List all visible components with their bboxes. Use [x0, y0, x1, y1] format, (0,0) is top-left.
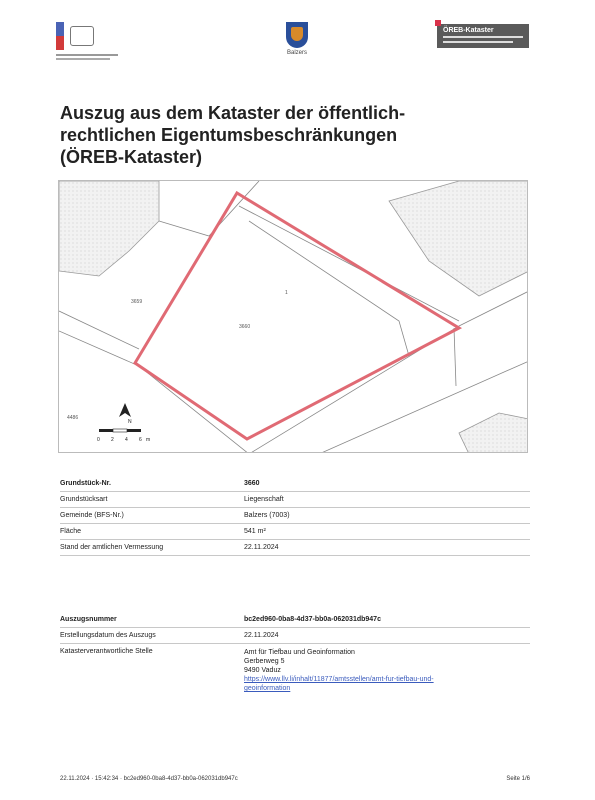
property-table — [60, 476, 530, 556]
table-row — [60, 476, 530, 492]
building-northwest — [59, 181, 159, 276]
extract-date: 22.11.2024 — [244, 632, 279, 639]
row-value: 22.11.2024 — [244, 544, 279, 551]
row-key: Stand der amtlichen Vermessung — [60, 544, 164, 551]
scale-bar — [97, 429, 150, 443]
authority-street: Gerberweg 5 — [244, 658, 285, 665]
title-line-2: rechtlichen Eigentumsbeschränkungen — [60, 125, 398, 145]
row-value: Liegenschaft — [244, 496, 284, 503]
parcel-number-label: 3660 — [239, 324, 251, 330]
north-arrow-icon — [119, 403, 132, 425]
municipality-name: Balzers — [286, 50, 307, 56]
page-number: Seite 1/6 — [506, 776, 530, 782]
authority-link[interactable]: https://www.llv.li/inhalt/11877/amtsstellen/amt-fur-tiefbau-und- — [244, 676, 434, 683]
row-key: Auszugsnummer — [60, 616, 117, 623]
table-row — [60, 612, 530, 628]
municipality-logo — [282, 22, 312, 62]
building-southeast — [459, 413, 528, 453]
building-northeast — [389, 181, 528, 296]
extract-number: bc2ed960-0ba8-4d37-bb0a-062031db947c — [244, 616, 381, 623]
map-drawing — [59, 181, 528, 453]
table-row — [60, 644, 530, 702]
scale-tick: 2 — [111, 437, 114, 443]
scale-tick: 0 — [97, 437, 100, 443]
crest-icon — [70, 26, 94, 46]
label-southwest: 4486 — [67, 415, 79, 421]
row-key: Fläche — [60, 528, 82, 535]
table-row — [60, 628, 530, 644]
label-small: 1 — [285, 290, 288, 296]
cadastral-map — [58, 180, 528, 453]
row-key: Grundstück-Nr. — [60, 480, 111, 487]
table-row — [60, 492, 530, 508]
row-key: Gemeinde (BFS-Nr.) — [60, 512, 124, 519]
north-label: N — [128, 419, 132, 425]
extract-table — [60, 612, 530, 702]
table-row — [60, 524, 530, 540]
label-west: 3659 — [131, 299, 143, 305]
footer-timestamp: 22.11.2024 · 15:42:34 · bc2ed960-0ba8-4d37-bb0a-062031db947c — [60, 776, 238, 782]
title-line-3: (ÖREB-Kataster) — [60, 147, 203, 167]
scale-unit: m — [146, 437, 151, 443]
oereb-logo — [437, 24, 529, 48]
table-row — [60, 508, 530, 524]
row-value: 541 m² — [244, 528, 266, 535]
flag-icon — [56, 22, 64, 50]
coat-of-arms-icon — [286, 22, 308, 48]
authority-link-continued[interactable]: geoinformation — [244, 685, 291, 692]
row-key: Katasterverantwortliche Stelle — [60, 648, 153, 655]
page-footer — [60, 776, 530, 786]
row-value: 3660 — [244, 480, 260, 487]
authority-address — [244, 648, 530, 693]
table-row — [60, 540, 530, 556]
scale-tick: 4 — [125, 437, 128, 443]
row-value: Balzers (7003) — [244, 512, 290, 519]
authority-city: 9490 Vaduz — [244, 667, 281, 674]
oereb-logo-title: ÖREB-Kataster — [443, 27, 494, 34]
row-key: Grundstücksart — [60, 496, 108, 503]
scale-tick: 6 — [139, 437, 142, 443]
page-title — [60, 102, 540, 168]
title-line-1: Auszug aus dem Kataster der öffentlich- — [60, 103, 406, 123]
row-key: Erstellungsdatum des Auszugs — [60, 632, 156, 639]
authority-name: Amt für Tiefbau und Geoinformation — [244, 649, 355, 656]
page-header — [0, 0, 595, 80]
liechtenstein-logo — [56, 22, 116, 62]
